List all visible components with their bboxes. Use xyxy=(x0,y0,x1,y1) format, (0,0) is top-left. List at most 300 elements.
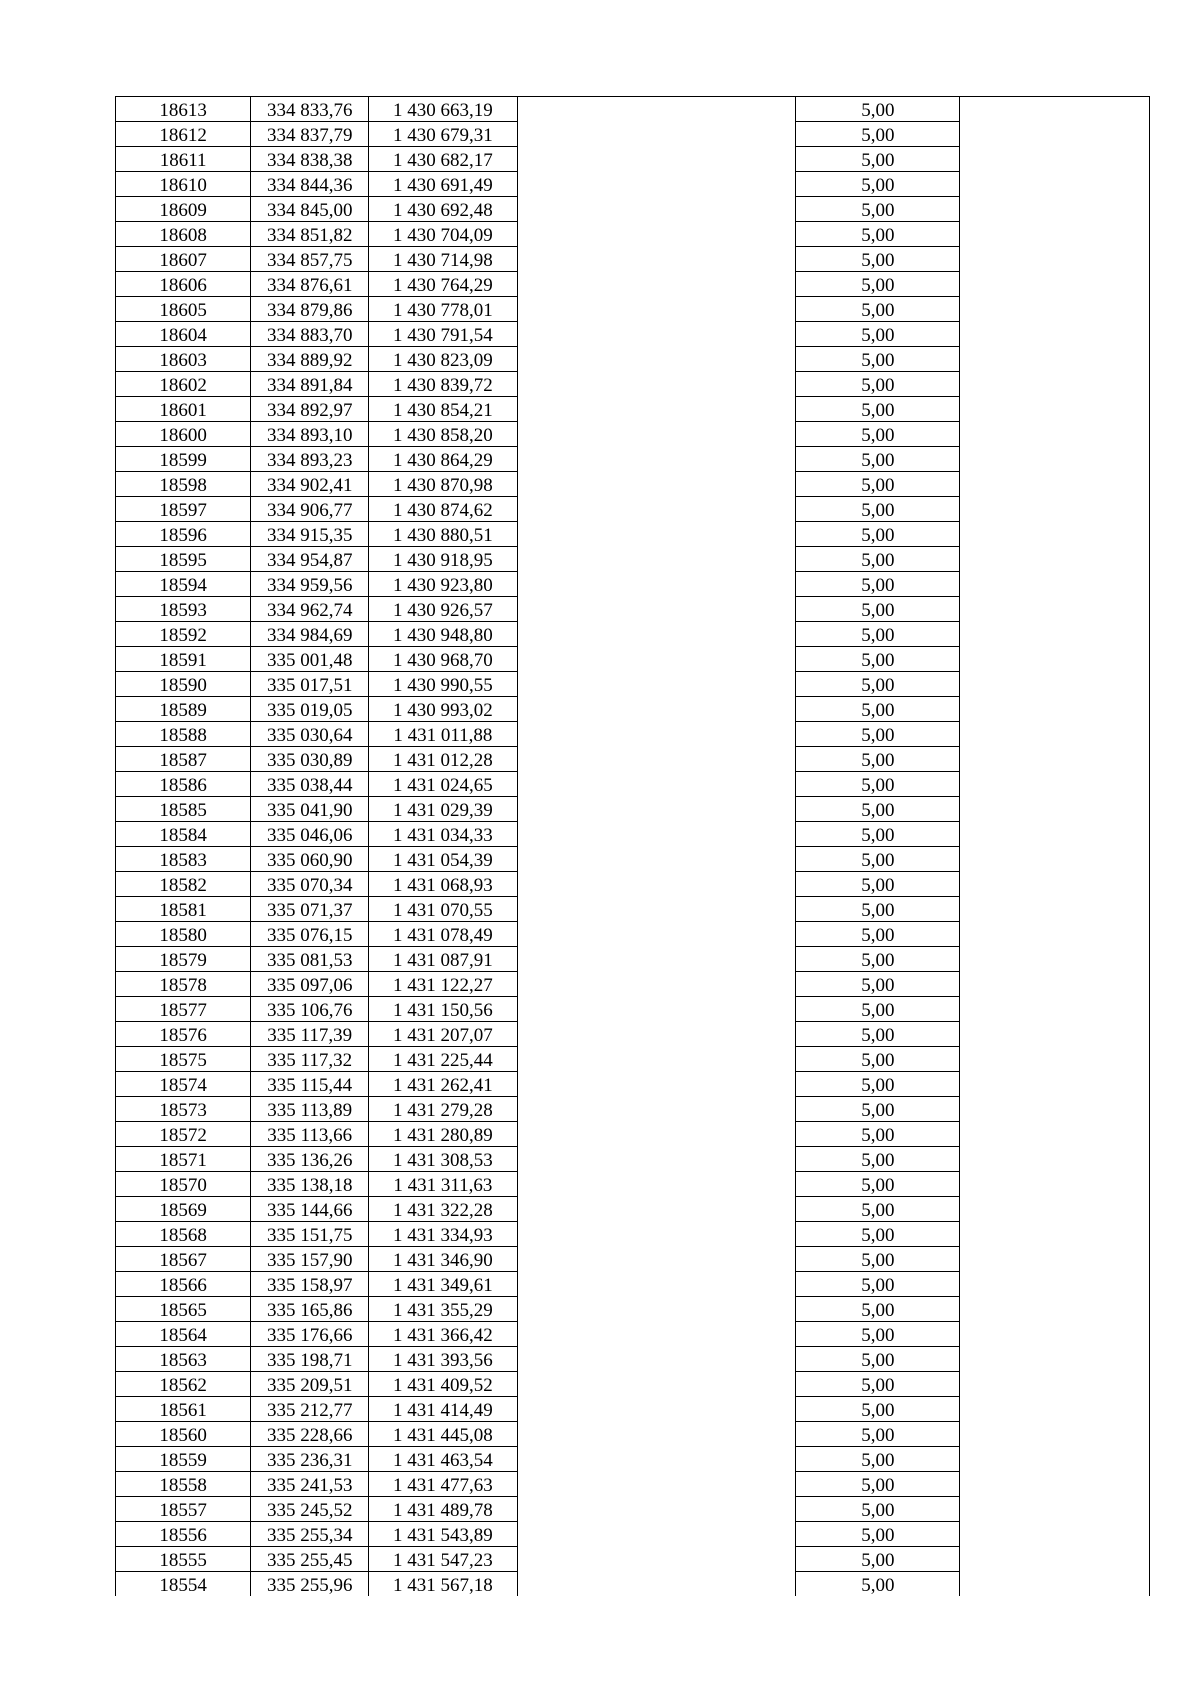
precision-cell: 5,00 xyxy=(796,647,960,672)
y-coordinate-cell: 1 431 012,28 xyxy=(369,747,518,772)
precision-cell: 5,00 xyxy=(796,1347,960,1372)
table-row xyxy=(116,1147,1150,1172)
blank-cell xyxy=(517,522,796,547)
note-cell xyxy=(960,697,1150,722)
note-cell xyxy=(960,622,1150,647)
table-row xyxy=(116,1272,1150,1297)
note-cell xyxy=(960,847,1150,872)
note-cell xyxy=(960,1022,1150,1047)
table-row xyxy=(116,1447,1150,1472)
blank-cell xyxy=(517,997,796,1022)
precision-cell: 5,00 xyxy=(796,97,960,122)
x-coordinate-cell: 335 113,66 xyxy=(251,1122,369,1147)
blank-cell xyxy=(517,597,796,622)
y-coordinate-cell: 1 430 704,09 xyxy=(369,222,518,247)
blank-cell xyxy=(517,247,796,272)
blank-cell xyxy=(517,1572,796,1597)
precision-cell: 5,00 xyxy=(796,122,960,147)
x-coordinate-cell: 334 833,76 xyxy=(251,97,369,122)
note-cell xyxy=(960,497,1150,522)
blank-cell xyxy=(517,422,796,447)
table-row xyxy=(116,372,1150,397)
note-cell xyxy=(960,122,1150,147)
point-number-cell: 18597 xyxy=(116,497,251,522)
note-cell xyxy=(960,797,1150,822)
point-number-cell: 18573 xyxy=(116,1097,251,1122)
blank-cell xyxy=(517,322,796,347)
precision-cell: 5,00 xyxy=(796,397,960,422)
note-cell xyxy=(960,397,1150,422)
note-cell xyxy=(960,1422,1150,1447)
x-coordinate-cell: 335 081,53 xyxy=(251,947,369,972)
precision-cell: 5,00 xyxy=(796,1122,960,1147)
precision-cell: 5,00 xyxy=(796,947,960,972)
blank-cell xyxy=(517,1147,796,1172)
y-coordinate-cell: 1 431 311,63 xyxy=(369,1172,518,1197)
blank-cell xyxy=(517,272,796,297)
y-coordinate-cell: 1 431 262,41 xyxy=(369,1072,518,1097)
table-row xyxy=(116,1322,1150,1347)
table-row xyxy=(116,997,1150,1022)
blank-cell xyxy=(517,622,796,647)
y-coordinate-cell: 1 431 011,88 xyxy=(369,722,518,747)
point-number-cell: 18582 xyxy=(116,872,251,897)
table-row xyxy=(116,297,1150,322)
blank-cell xyxy=(517,1322,796,1347)
point-number-cell: 18572 xyxy=(116,1122,251,1147)
point-number-cell: 18587 xyxy=(116,747,251,772)
note-cell xyxy=(960,1122,1150,1147)
y-coordinate-cell: 1 431 207,07 xyxy=(369,1022,518,1047)
y-coordinate-cell: 1 430 993,02 xyxy=(369,697,518,722)
point-number-cell: 18612 xyxy=(116,122,251,147)
precision-cell: 5,00 xyxy=(796,572,960,597)
point-number-cell: 18576 xyxy=(116,1022,251,1047)
note-cell xyxy=(960,247,1150,272)
point-number-cell: 18589 xyxy=(116,697,251,722)
precision-cell: 5,00 xyxy=(796,1297,960,1322)
note-cell xyxy=(960,772,1150,797)
precision-cell: 5,00 xyxy=(796,222,960,247)
blank-cell xyxy=(517,1197,796,1222)
x-coordinate-cell: 334 837,79 xyxy=(251,122,369,147)
y-coordinate-cell: 1 431 463,54 xyxy=(369,1447,518,1472)
y-coordinate-cell: 1 431 445,08 xyxy=(369,1422,518,1447)
point-number-cell: 18579 xyxy=(116,947,251,972)
point-number-cell: 18577 xyxy=(116,997,251,1022)
note-cell xyxy=(960,1147,1150,1172)
note-cell xyxy=(960,1522,1150,1547)
precision-cell: 5,00 xyxy=(796,547,960,572)
x-coordinate-cell: 334 876,61 xyxy=(251,272,369,297)
point-number-cell: 18555 xyxy=(116,1547,251,1572)
precision-cell: 5,00 xyxy=(796,972,960,997)
table-row xyxy=(116,872,1150,897)
note-cell xyxy=(960,1447,1150,1472)
table-row xyxy=(116,147,1150,172)
y-coordinate-cell: 1 430 968,70 xyxy=(369,647,518,672)
x-coordinate-cell: 335 106,76 xyxy=(251,997,369,1022)
blank-cell xyxy=(517,1122,796,1147)
y-coordinate-cell: 1 430 880,51 xyxy=(369,522,518,547)
coordinates-table-body xyxy=(116,97,1150,1597)
x-coordinate-cell: 334 838,38 xyxy=(251,147,369,172)
table-row xyxy=(116,447,1150,472)
x-coordinate-cell: 335 097,06 xyxy=(251,972,369,997)
blank-cell xyxy=(517,1522,796,1547)
y-coordinate-cell: 1 430 864,29 xyxy=(369,447,518,472)
table-row xyxy=(116,1297,1150,1322)
y-coordinate-cell: 1 431 150,56 xyxy=(369,997,518,1022)
table-row xyxy=(116,972,1150,997)
note-cell xyxy=(960,997,1150,1022)
x-coordinate-cell: 335 115,44 xyxy=(251,1072,369,1097)
table-row xyxy=(116,1172,1150,1197)
precision-cell: 5,00 xyxy=(796,622,960,647)
precision-cell: 5,00 xyxy=(796,422,960,447)
table-row xyxy=(116,1072,1150,1097)
precision-cell: 5,00 xyxy=(796,1272,960,1297)
y-coordinate-cell: 1 431 070,55 xyxy=(369,897,518,922)
x-coordinate-cell: 335 041,90 xyxy=(251,797,369,822)
table-row xyxy=(116,197,1150,222)
point-number-cell: 18595 xyxy=(116,547,251,572)
y-coordinate-cell: 1 430 682,17 xyxy=(369,147,518,172)
y-coordinate-cell: 1 430 692,48 xyxy=(369,197,518,222)
precision-cell: 5,00 xyxy=(796,1472,960,1497)
x-coordinate-cell: 335 228,66 xyxy=(251,1422,369,1447)
note-cell xyxy=(960,547,1150,572)
point-number-cell: 18565 xyxy=(116,1297,251,1322)
y-coordinate-cell: 1 431 122,27 xyxy=(369,972,518,997)
x-coordinate-cell: 335 070,34 xyxy=(251,872,369,897)
x-coordinate-cell: 334 857,75 xyxy=(251,247,369,272)
point-number-cell: 18610 xyxy=(116,172,251,197)
note-cell xyxy=(960,297,1150,322)
note-cell xyxy=(960,1322,1150,1347)
precision-cell: 5,00 xyxy=(796,1097,960,1122)
y-coordinate-cell: 1 431 334,93 xyxy=(369,1222,518,1247)
point-number-cell: 18605 xyxy=(116,297,251,322)
blank-cell xyxy=(517,372,796,397)
table-row xyxy=(116,697,1150,722)
x-coordinate-cell: 335 076,15 xyxy=(251,922,369,947)
precision-cell: 5,00 xyxy=(796,1447,960,1472)
x-coordinate-cell: 335 017,51 xyxy=(251,672,369,697)
precision-cell: 5,00 xyxy=(796,297,960,322)
y-coordinate-cell: 1 430 778,01 xyxy=(369,297,518,322)
precision-cell: 5,00 xyxy=(796,247,960,272)
point-number-cell: 18564 xyxy=(116,1322,251,1347)
table-row xyxy=(116,472,1150,497)
x-coordinate-cell: 335 113,89 xyxy=(251,1097,369,1122)
point-number-cell: 18584 xyxy=(116,822,251,847)
table-row xyxy=(116,672,1150,697)
x-coordinate-cell: 335 236,31 xyxy=(251,1447,369,1472)
table-row xyxy=(116,572,1150,597)
y-coordinate-cell: 1 430 679,31 xyxy=(369,122,518,147)
x-coordinate-cell: 334 893,23 xyxy=(251,447,369,472)
precision-cell: 5,00 xyxy=(796,772,960,797)
blank-cell xyxy=(517,922,796,947)
precision-cell: 5,00 xyxy=(796,272,960,297)
table-row xyxy=(116,222,1150,247)
y-coordinate-cell: 1 431 409,52 xyxy=(369,1372,518,1397)
note-cell xyxy=(960,172,1150,197)
y-coordinate-cell: 1 430 870,98 xyxy=(369,472,518,497)
blank-cell xyxy=(517,1222,796,1247)
precision-cell: 5,00 xyxy=(796,1422,960,1447)
point-number-cell: 18554 xyxy=(116,1572,251,1597)
precision-cell: 5,00 xyxy=(796,522,960,547)
table-row xyxy=(116,272,1150,297)
y-coordinate-cell: 1 430 926,57 xyxy=(369,597,518,622)
y-coordinate-cell: 1 430 858,20 xyxy=(369,422,518,447)
table-row xyxy=(116,1022,1150,1047)
x-coordinate-cell: 334 906,77 xyxy=(251,497,369,522)
blank-cell xyxy=(517,472,796,497)
y-coordinate-cell: 1 430 990,55 xyxy=(369,672,518,697)
y-coordinate-cell: 1 430 764,29 xyxy=(369,272,518,297)
precision-cell: 5,00 xyxy=(796,322,960,347)
y-coordinate-cell: 1 431 543,89 xyxy=(369,1522,518,1547)
table-row xyxy=(116,497,1150,522)
blank-cell xyxy=(517,1372,796,1397)
precision-cell: 5,00 xyxy=(796,1372,960,1397)
note-cell xyxy=(960,1472,1150,1497)
precision-cell: 5,00 xyxy=(796,147,960,172)
blank-cell xyxy=(517,722,796,747)
y-coordinate-cell: 1 430 874,62 xyxy=(369,497,518,522)
table-row xyxy=(116,847,1150,872)
note-cell xyxy=(960,372,1150,397)
y-coordinate-cell: 1 430 918,95 xyxy=(369,547,518,572)
point-number-cell: 18607 xyxy=(116,247,251,272)
blank-cell xyxy=(517,297,796,322)
blank-cell xyxy=(517,1272,796,1297)
blank-cell xyxy=(517,397,796,422)
y-coordinate-cell: 1 431 547,23 xyxy=(369,1547,518,1572)
blank-cell xyxy=(517,1472,796,1497)
note-cell xyxy=(960,97,1150,122)
table-row xyxy=(116,1222,1150,1247)
precision-cell: 5,00 xyxy=(796,1397,960,1422)
precision-cell: 5,00 xyxy=(796,1222,960,1247)
precision-cell: 5,00 xyxy=(796,447,960,472)
note-cell xyxy=(960,1247,1150,1272)
point-number-cell: 18603 xyxy=(116,347,251,372)
x-coordinate-cell: 335 117,39 xyxy=(251,1022,369,1047)
point-number-cell: 18583 xyxy=(116,847,251,872)
x-coordinate-cell: 335 117,32 xyxy=(251,1047,369,1072)
point-number-cell: 18558 xyxy=(116,1472,251,1497)
point-number-cell: 18571 xyxy=(116,1147,251,1172)
point-number-cell: 18561 xyxy=(116,1397,251,1422)
note-cell xyxy=(960,822,1150,847)
note-cell xyxy=(960,1222,1150,1247)
note-cell xyxy=(960,347,1150,372)
x-coordinate-cell: 335 060,90 xyxy=(251,847,369,872)
point-number-cell: 18601 xyxy=(116,397,251,422)
precision-cell: 5,00 xyxy=(796,472,960,497)
blank-cell xyxy=(517,747,796,772)
y-coordinate-cell: 1 431 024,65 xyxy=(369,772,518,797)
coordinates-table xyxy=(115,96,1150,1596)
table-row xyxy=(116,122,1150,147)
blank-cell xyxy=(517,1297,796,1322)
y-coordinate-cell: 1 431 068,93 xyxy=(369,872,518,897)
note-cell xyxy=(960,872,1150,897)
table-row xyxy=(116,397,1150,422)
x-coordinate-cell: 335 030,89 xyxy=(251,747,369,772)
y-coordinate-cell: 1 431 225,44 xyxy=(369,1047,518,1072)
point-number-cell: 18586 xyxy=(116,772,251,797)
point-number-cell: 18574 xyxy=(116,1072,251,1097)
precision-cell: 5,00 xyxy=(796,1247,960,1272)
point-number-cell: 18559 xyxy=(116,1447,251,1472)
point-number-cell: 18599 xyxy=(116,447,251,472)
point-number-cell: 18567 xyxy=(116,1247,251,1272)
blank-cell xyxy=(517,497,796,522)
blank-cell xyxy=(517,1347,796,1372)
table-row xyxy=(116,1047,1150,1072)
precision-cell: 5,00 xyxy=(796,1172,960,1197)
y-coordinate-cell: 1 431 393,56 xyxy=(369,1347,518,1372)
precision-cell: 5,00 xyxy=(796,1197,960,1222)
note-cell xyxy=(960,1572,1150,1597)
table-row xyxy=(116,547,1150,572)
table-row xyxy=(116,797,1150,822)
note-cell xyxy=(960,722,1150,747)
x-coordinate-cell: 335 176,66 xyxy=(251,1322,369,1347)
point-number-cell: 18557 xyxy=(116,1497,251,1522)
precision-cell: 5,00 xyxy=(796,1497,960,1522)
note-cell xyxy=(960,1547,1150,1572)
y-coordinate-cell: 1 431 279,28 xyxy=(369,1097,518,1122)
blank-cell xyxy=(517,647,796,672)
table-row xyxy=(116,1422,1150,1447)
note-cell xyxy=(960,647,1150,672)
table-row xyxy=(116,897,1150,922)
note-cell xyxy=(960,1372,1150,1397)
blank-cell xyxy=(517,172,796,197)
blank-cell xyxy=(517,147,796,172)
point-number-cell: 18580 xyxy=(116,922,251,947)
note-cell xyxy=(960,272,1150,297)
table-row xyxy=(116,322,1150,347)
x-coordinate-cell: 335 158,97 xyxy=(251,1272,369,1297)
blank-cell xyxy=(517,947,796,972)
point-number-cell: 18606 xyxy=(116,272,251,297)
note-cell xyxy=(960,1097,1150,1122)
y-coordinate-cell: 1 430 923,80 xyxy=(369,572,518,597)
point-number-cell: 18585 xyxy=(116,797,251,822)
blank-cell xyxy=(517,347,796,372)
note-cell xyxy=(960,1497,1150,1522)
table-row xyxy=(116,172,1150,197)
table-row xyxy=(116,1572,1150,1597)
point-number-cell: 18613 xyxy=(116,97,251,122)
precision-cell: 5,00 xyxy=(796,197,960,222)
point-number-cell: 18591 xyxy=(116,647,251,672)
precision-cell: 5,00 xyxy=(796,497,960,522)
y-coordinate-cell: 1 430 854,21 xyxy=(369,397,518,422)
blank-cell xyxy=(517,1172,796,1197)
blank-cell xyxy=(517,1422,796,1447)
x-coordinate-cell: 334 879,86 xyxy=(251,297,369,322)
table-row xyxy=(116,922,1150,947)
note-cell xyxy=(960,672,1150,697)
x-coordinate-cell: 335 255,96 xyxy=(251,1572,369,1597)
x-coordinate-cell: 335 255,34 xyxy=(251,1522,369,1547)
blank-cell xyxy=(517,447,796,472)
blank-cell xyxy=(517,1047,796,1072)
point-number-cell: 18596 xyxy=(116,522,251,547)
note-cell xyxy=(960,1197,1150,1222)
precision-cell: 5,00 xyxy=(796,672,960,697)
point-number-cell: 18566 xyxy=(116,1272,251,1297)
precision-cell: 5,00 xyxy=(796,697,960,722)
note-cell xyxy=(960,1072,1150,1097)
note-cell xyxy=(960,422,1150,447)
table-row xyxy=(116,1247,1150,1272)
note-cell xyxy=(960,447,1150,472)
blank-cell xyxy=(517,1247,796,1272)
y-coordinate-cell: 1 431 087,91 xyxy=(369,947,518,972)
x-coordinate-cell: 334 893,10 xyxy=(251,422,369,447)
note-cell xyxy=(960,472,1150,497)
blank-cell xyxy=(517,1547,796,1572)
blank-cell xyxy=(517,1397,796,1422)
y-coordinate-cell: 1 431 308,53 xyxy=(369,1147,518,1172)
note-cell xyxy=(960,572,1150,597)
precision-cell: 5,00 xyxy=(796,822,960,847)
note-cell xyxy=(960,1347,1150,1372)
table-row xyxy=(116,347,1150,372)
precision-cell: 5,00 xyxy=(796,722,960,747)
table-row xyxy=(116,1397,1150,1422)
x-coordinate-cell: 334 954,87 xyxy=(251,547,369,572)
table-row xyxy=(116,1497,1150,1522)
x-coordinate-cell: 334 959,56 xyxy=(251,572,369,597)
y-coordinate-cell: 1 430 791,54 xyxy=(369,322,518,347)
blank-cell xyxy=(517,772,796,797)
blank-cell xyxy=(517,97,796,122)
note-cell xyxy=(960,1397,1150,1422)
y-coordinate-cell: 1 430 691,49 xyxy=(369,172,518,197)
point-number-cell: 18602 xyxy=(116,372,251,397)
point-number-cell: 18563 xyxy=(116,1347,251,1372)
point-number-cell: 18592 xyxy=(116,622,251,647)
x-coordinate-cell: 335 241,53 xyxy=(251,1472,369,1497)
point-number-cell: 18594 xyxy=(116,572,251,597)
note-cell xyxy=(960,747,1150,772)
note-cell xyxy=(960,897,1150,922)
blank-cell xyxy=(517,197,796,222)
y-coordinate-cell: 1 430 823,09 xyxy=(369,347,518,372)
note-cell xyxy=(960,1297,1150,1322)
x-coordinate-cell: 334 851,82 xyxy=(251,222,369,247)
note-cell xyxy=(960,947,1150,972)
x-coordinate-cell: 335 001,48 xyxy=(251,647,369,672)
x-coordinate-cell: 334 883,70 xyxy=(251,322,369,347)
note-cell xyxy=(960,522,1150,547)
blank-cell xyxy=(517,897,796,922)
blank-cell xyxy=(517,222,796,247)
precision-cell: 5,00 xyxy=(796,1522,960,1547)
y-coordinate-cell: 1 431 366,42 xyxy=(369,1322,518,1347)
blank-cell xyxy=(517,1447,796,1472)
